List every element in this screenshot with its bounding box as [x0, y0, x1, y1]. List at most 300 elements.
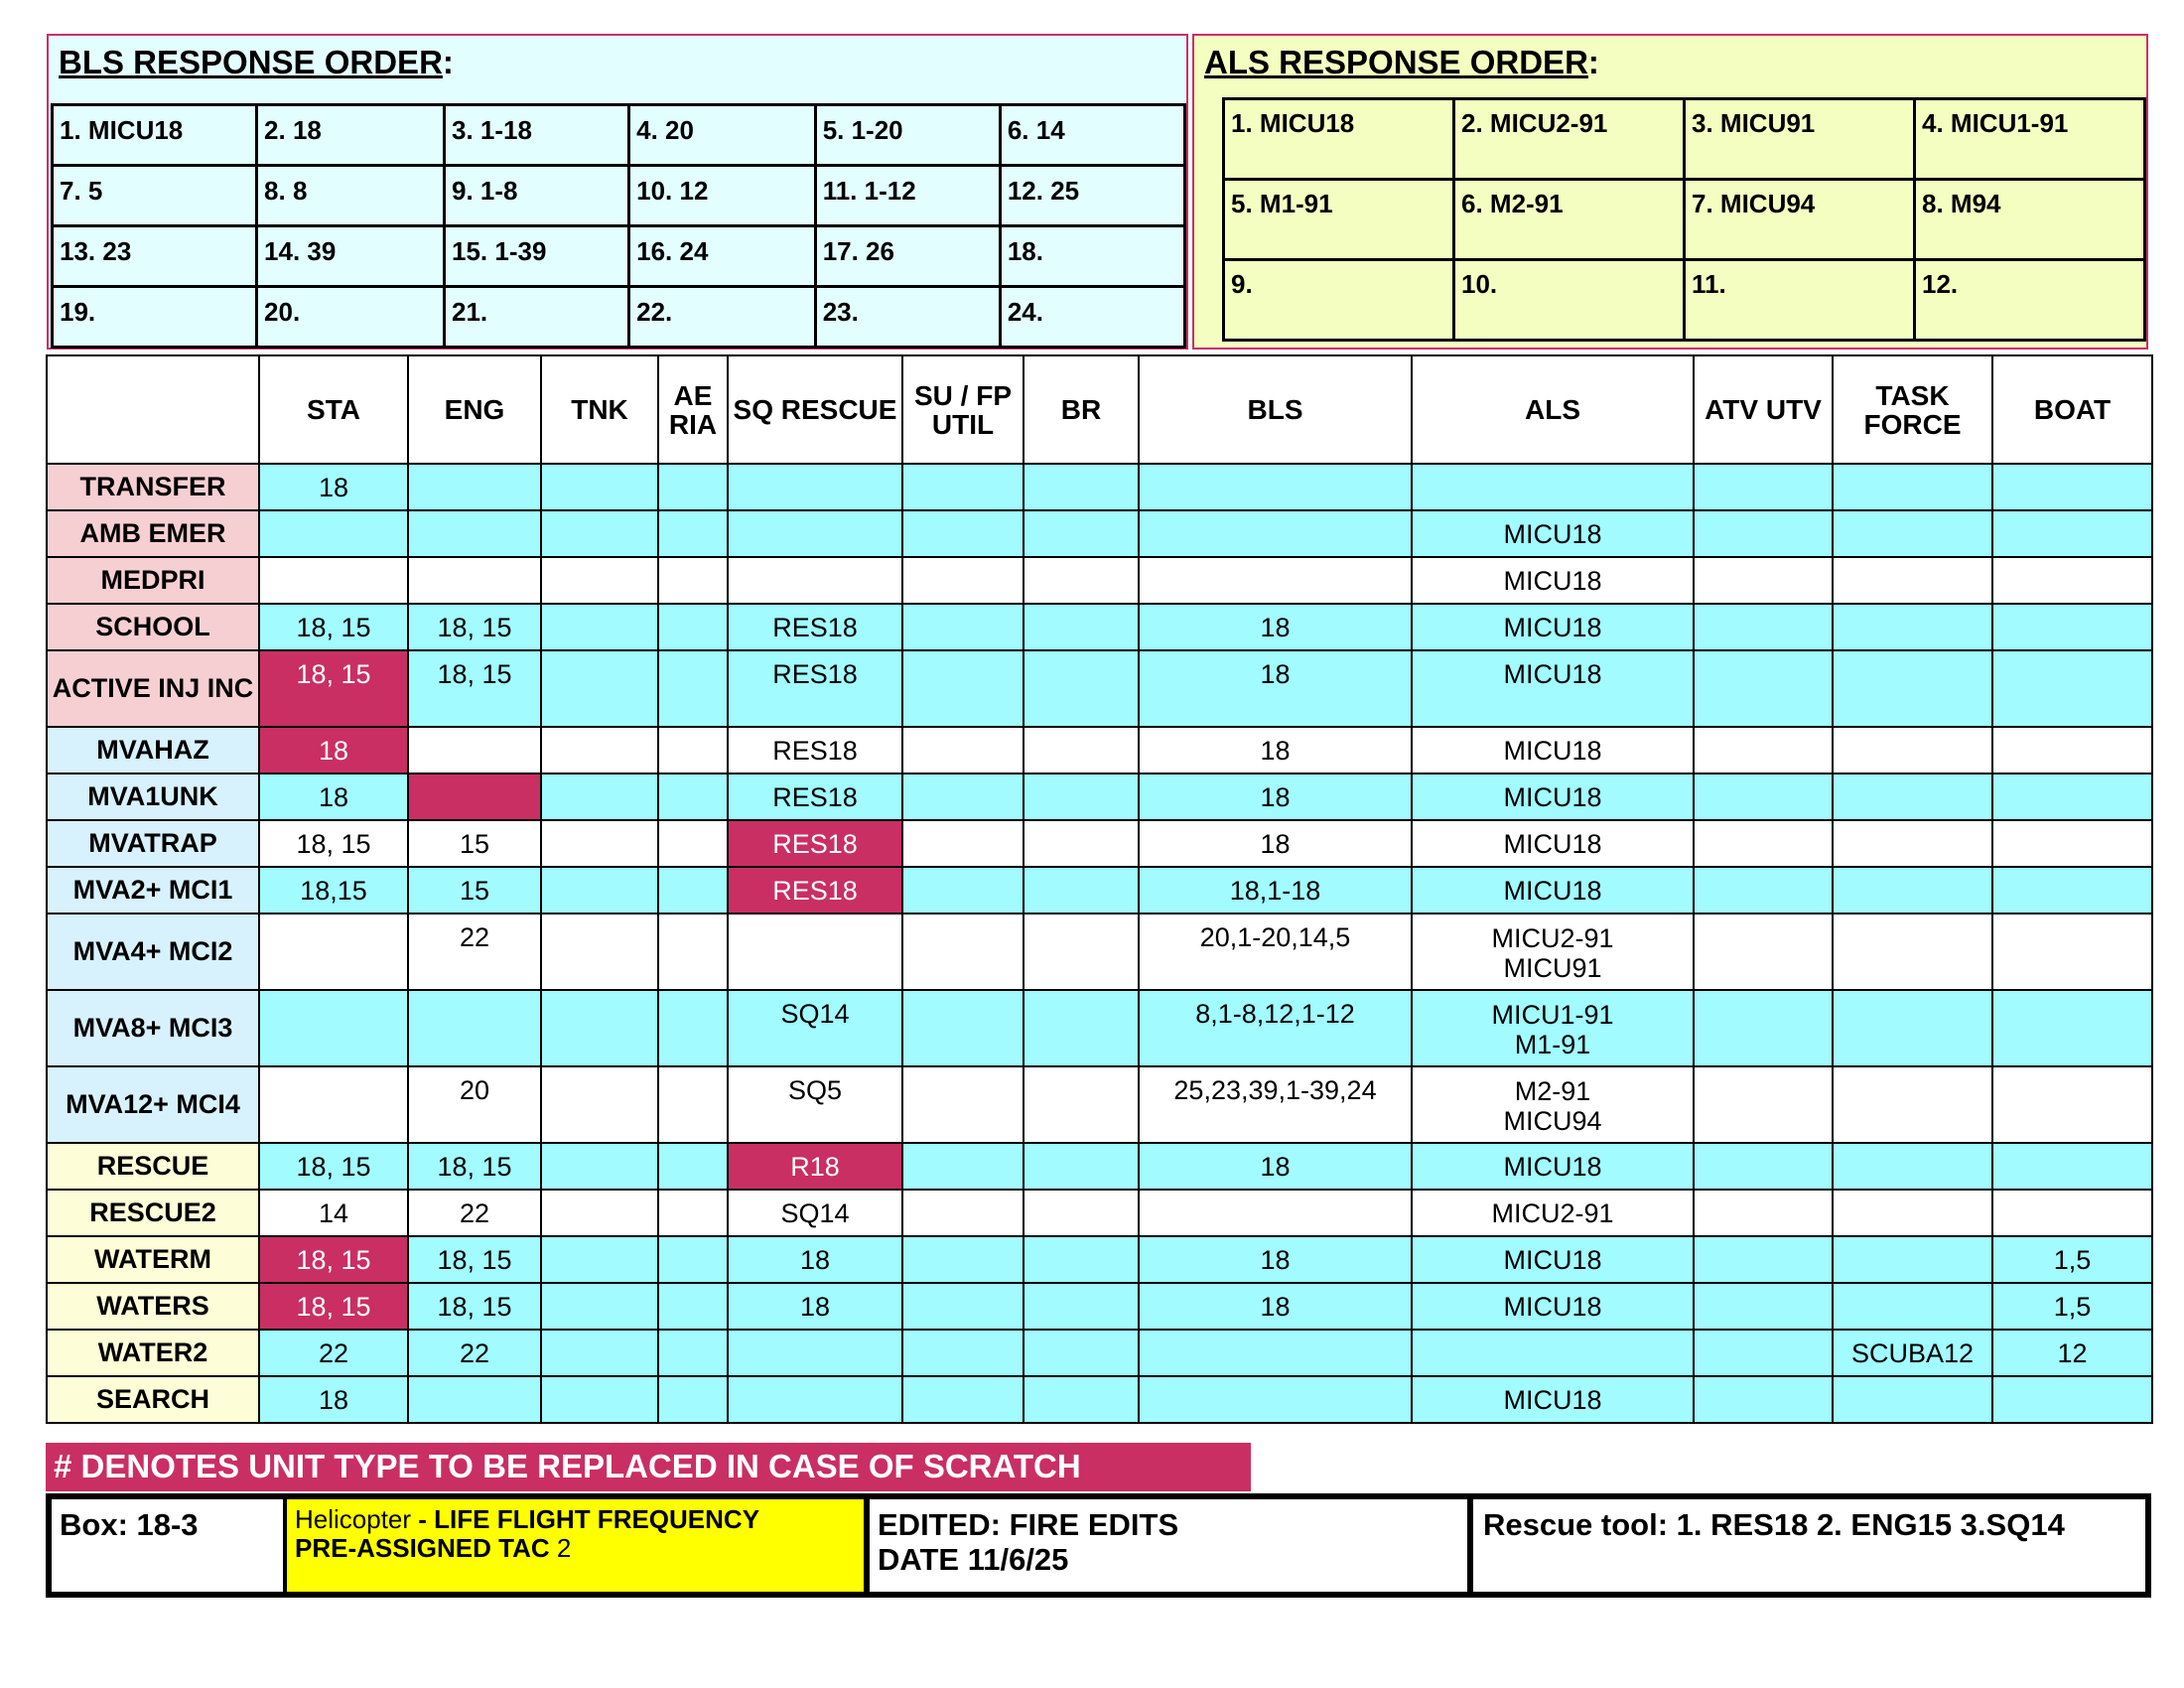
grid-cell-atv-utv [1694, 1236, 1833, 1283]
grid-cell-eng: 18, 15 [408, 604, 541, 650]
grid-cell-sq-rescue: 18 [728, 1236, 902, 1283]
grid-row-label: MEDPRI [47, 557, 259, 604]
grid-row-label: MVA8+ MCI3 [47, 990, 259, 1066]
grid-cell-boat [1992, 510, 2152, 557]
grid-cell-eng: 15 [408, 867, 541, 914]
grid-row-label: TRANSFER [47, 464, 259, 510]
grid-cell-task-force [1833, 557, 1992, 604]
grid-cell-tnk [541, 990, 658, 1066]
grid-cell-eng [408, 1376, 541, 1423]
grid-header-cell: ALS [1412, 355, 1694, 464]
grid-cell-sq-rescue: RES18 [728, 820, 902, 867]
grid-cell-als [1412, 464, 1694, 510]
grid-cell-sta: 18, 15 [259, 820, 408, 867]
grid-cell-sta [259, 510, 408, 557]
grid-cell-br [1024, 1143, 1139, 1190]
grid-cell-eng: 18, 15 [408, 650, 541, 727]
bls-order-cell: 8. 8 [257, 166, 445, 226]
grid-cell-bls: 25,23,39,1-39,24 [1139, 1066, 1412, 1143]
bls-order-cell: 7. 5 [53, 166, 257, 226]
grid-header-cell: ATV UTV [1694, 355, 1833, 464]
als-order-cell: 12. [1915, 260, 2145, 341]
grid-cell-bls [1139, 1190, 1412, 1236]
grid-cell-atv-utv [1694, 727, 1833, 774]
grid-header-cell: BLS [1139, 355, 1412, 464]
grid-row [47, 867, 2152, 914]
grid-row-label: MVA4+ MCI2 [47, 914, 259, 990]
grid-row-label: RESCUE [47, 1143, 259, 1190]
grid-cell-boat [1992, 867, 2152, 914]
grid-cell-tnk [541, 464, 658, 510]
bls-order-title-text: BLS RESPONSE ORDER [59, 44, 443, 80]
grid-cell-su-fp-util [902, 867, 1024, 914]
grid-cell-sta [259, 557, 408, 604]
edit-date: DATE 11/6/25 [878, 1542, 1069, 1577]
als-order-title-colon: : [1587, 44, 1599, 80]
grid-row-label: AMB EMER [47, 510, 259, 557]
grid-cell-als: MICU18 [1412, 1143, 1694, 1190]
als-order-row [1224, 260, 2145, 341]
grid-cell-tnk [541, 650, 658, 727]
grid-cell-sq-rescue [728, 914, 902, 990]
als-order-cell: 3. MICU91 [1685, 99, 1915, 180]
helicopter-info [287, 1499, 870, 1592]
grid-cell-ae-ria [658, 990, 728, 1066]
footer-info-bar [46, 1493, 2151, 1598]
grid-cell-sq-rescue: SQ5 [728, 1066, 902, 1143]
grid-cell-sta: 18, 15 [259, 650, 408, 727]
grid-cell-tnk [541, 1283, 658, 1330]
grid-cell-ae-ria [658, 464, 728, 510]
grid-header-cell: SQ RESCUE [728, 355, 902, 464]
grid-header-corner [47, 355, 259, 464]
grid-row-label: MVA2+ MCI1 [47, 867, 259, 914]
grid-cell-als [1412, 990, 1694, 1066]
als-order-cell: 1. MICU18 [1224, 99, 1454, 180]
bls-order-cell: 2. 18 [257, 105, 445, 166]
grid-cell-br [1024, 774, 1139, 820]
grid-cell-tnk [541, 914, 658, 990]
grid-cell-line: M1-91 [1514, 1030, 1591, 1059]
grid-cell-bls: 18 [1139, 820, 1412, 867]
als-order-title [1204, 44, 1599, 81]
grid-row-label: WATERS [47, 1283, 259, 1330]
grid-cell-su-fp-util [902, 1190, 1024, 1236]
bls-order-row [53, 166, 1185, 226]
grid-header-cell: TNK [541, 355, 658, 464]
grid-cell-tnk [541, 1236, 658, 1283]
scratch-note-banner: # DENOTES UNIT TYPE TO BE REPLACED IN CASE OF SCRATCH [46, 1443, 1251, 1491]
grid-row [47, 510, 2152, 557]
response-grid [46, 354, 2153, 1424]
grid-row [47, 604, 2152, 650]
grid-cell-sq-rescue: RES18 [728, 774, 902, 820]
grid-cell-bls: 18 [1139, 604, 1412, 650]
bls-response-order-panel [47, 34, 1188, 350]
bls-order-cell: 10. 12 [629, 166, 816, 226]
grid-cell-atv-utv [1694, 1143, 1833, 1190]
grid-cell-bls: 18 [1139, 1236, 1412, 1283]
grid-cell-br [1024, 867, 1139, 914]
grid-cell-sta: 14 [259, 1190, 408, 1236]
als-order-row [1224, 180, 2145, 260]
grid-cell-br [1024, 820, 1139, 867]
box-number: Box: 18-3 [52, 1499, 287, 1592]
grid-cell-sq-rescue [728, 510, 902, 557]
grid-cell-ae-ria [658, 727, 728, 774]
grid-cell-su-fp-util [902, 914, 1024, 990]
grid-cell-line: M2-91 [1514, 1076, 1591, 1106]
grid-cell-task-force [1833, 727, 1992, 774]
grid-cell-task-force [1833, 650, 1992, 727]
grid-cell-br [1024, 990, 1139, 1066]
grid-cell-br [1024, 650, 1139, 727]
grid-cell-ae-ria [658, 820, 728, 867]
grid-cell-atv-utv [1694, 990, 1833, 1066]
bls-order-cell: 24. [1000, 287, 1184, 348]
grid-cell-als: MICU18 [1412, 1376, 1694, 1423]
grid-cell-su-fp-util [902, 774, 1024, 820]
bls-order-cell: 11. 1-12 [815, 166, 1000, 226]
grid-cell-br [1024, 1236, 1139, 1283]
grid-cell-su-fp-util [902, 1066, 1024, 1143]
grid-cell-sta: 18 [259, 774, 408, 820]
grid-cell-atv-utv [1694, 1066, 1833, 1143]
bls-order-cell: 21. [445, 287, 629, 348]
grid-cell-boat [1992, 1190, 2152, 1236]
grid-cell-als: MICU18 [1412, 867, 1694, 914]
grid-cell-sq-rescue: RES18 [728, 650, 902, 727]
bls-order-cell: 19. [53, 287, 257, 348]
grid-cell-sta: 18, 15 [259, 604, 408, 650]
bls-order-title [59, 44, 454, 81]
grid-cell-atv-utv [1694, 1330, 1833, 1376]
grid-cell-boat [1992, 774, 2152, 820]
grid-cell-task-force [1833, 464, 1992, 510]
grid-cell-sta: 18,15 [259, 867, 408, 914]
grid-cell-line: MICU94 [1503, 1106, 1602, 1136]
grid-cell-eng: 22 [408, 914, 541, 990]
grid-cell-sq-rescue [728, 464, 902, 510]
grid-cell-boat [1992, 914, 2152, 990]
grid-cell-bls: 18 [1139, 650, 1412, 727]
grid-cell-sq-rescue: RES18 [728, 727, 902, 774]
grid-cell-tnk [541, 1190, 658, 1236]
grid-cell-br [1024, 604, 1139, 650]
grid-cell-br [1024, 914, 1139, 990]
grid-cell-eng [408, 510, 541, 557]
grid-cell-su-fp-util [902, 1236, 1024, 1283]
edit-info [870, 1499, 1473, 1592]
grid-cell-tnk [541, 1143, 658, 1190]
grid-cell-bls [1139, 1376, 1412, 1423]
grid-cell-su-fp-util [902, 727, 1024, 774]
grid-cell-br [1024, 1376, 1139, 1423]
grid-cell-boat [1992, 557, 2152, 604]
grid-row [47, 464, 2152, 510]
grid-cell-als: MICU18 [1412, 774, 1694, 820]
grid-cell-ae-ria [658, 1376, 728, 1423]
grid-cell-sq-rescue: 18 [728, 1283, 902, 1330]
bls-order-cell: 20. [257, 287, 445, 348]
grid-cell-su-fp-util [902, 510, 1024, 557]
helicopter-label: Helicopter [295, 1504, 419, 1534]
bls-order-table [51, 103, 1186, 349]
als-order-cell: 11. [1685, 260, 1915, 341]
grid-cell-als: MICU18 [1412, 820, 1694, 867]
grid-cell-task-force [1833, 774, 1992, 820]
grid-cell-task-force: SCUBA12 [1833, 1330, 1992, 1376]
grid-cell-atv-utv [1694, 510, 1833, 557]
grid-cell-ae-ria [658, 774, 728, 820]
bls-order-cell: 22. [629, 287, 816, 348]
grid-cell-bls: 18 [1139, 1143, 1412, 1190]
grid-cell-ae-ria [658, 1236, 728, 1283]
grid-cell-boat [1992, 650, 2152, 727]
bls-order-cell: 6. 14 [1000, 105, 1184, 166]
grid-cell-atv-utv [1694, 464, 1833, 510]
grid-cell-tnk [541, 1066, 658, 1143]
grid-cell-br [1024, 557, 1139, 604]
grid-cell-task-force [1833, 820, 1992, 867]
grid-cell-als: MICU18 [1412, 1283, 1694, 1330]
grid-header-row [47, 355, 2152, 464]
grid-row [47, 1283, 2152, 1330]
bls-order-cell: 1. MICU18 [53, 105, 257, 166]
grid-cell-bls [1139, 1330, 1412, 1376]
grid-cell-ae-ria [658, 1283, 728, 1330]
bls-order-cell: 12. 25 [1000, 166, 1184, 226]
bls-order-cell: 18. [1000, 226, 1184, 287]
grid-cell-task-force [1833, 1283, 1992, 1330]
tac-number: 2 [549, 1533, 572, 1563]
grid-row-label: SCHOOL [47, 604, 259, 650]
grid-cell-tnk [541, 1376, 658, 1423]
grid-cell-sta: 18 [259, 727, 408, 774]
grid-cell-boat [1992, 1143, 2152, 1190]
grid-cell-bls [1139, 464, 1412, 510]
bls-order-cell: 16. 24 [629, 226, 816, 287]
rescue-tool-list: Rescue tool: 1. RES18 2. ENG15 3.SQ14 [1483, 1507, 2065, 1542]
grid-cell-atv-utv [1694, 557, 1833, 604]
grid-cell-atv-utv [1694, 774, 1833, 820]
grid-row [47, 1143, 2152, 1190]
grid-cell-boat: 1,5 [1992, 1283, 2152, 1330]
grid-cell-br [1024, 1283, 1139, 1330]
grid-cell-sq-rescue [728, 1376, 902, 1423]
grid-cell-task-force [1833, 510, 1992, 557]
grid-row [47, 990, 2152, 1066]
als-order-cell: 8. M94 [1915, 180, 2145, 260]
grid-cell-line: MICU91 [1503, 953, 1602, 983]
grid-row [47, 1190, 2152, 1236]
grid-cell-br [1024, 1066, 1139, 1143]
grid-row [47, 650, 2152, 727]
grid-cell-br [1024, 1190, 1139, 1236]
grid-cell-ae-ria [658, 1330, 728, 1376]
grid-cell-sta: 18, 15 [259, 1283, 408, 1330]
grid-cell-sta [259, 914, 408, 990]
als-order-cell: 4. MICU1-91 [1915, 99, 2145, 180]
als-order-cell: 9. [1224, 260, 1454, 341]
grid-cell-su-fp-util [902, 1143, 1024, 1190]
grid-cell-sq-rescue [728, 557, 902, 604]
grid-cell-tnk [541, 727, 658, 774]
grid-cell-sta: 18 [259, 1376, 408, 1423]
grid-cell-su-fp-util [902, 990, 1024, 1066]
grid-cell-boat [1992, 820, 2152, 867]
grid-header-cell: AE RIA [658, 355, 728, 464]
grid-row [47, 1376, 2152, 1423]
bls-order-cell: 3. 1-18 [445, 105, 629, 166]
grid-cell-tnk [541, 1330, 658, 1376]
grid-cell-task-force [1833, 1143, 1992, 1190]
bls-order-row [53, 287, 1185, 348]
als-order-row [1224, 99, 2145, 180]
grid-cell-ae-ria [658, 557, 728, 604]
grid-cell-sq-rescue: R18 [728, 1143, 902, 1190]
als-order-cell: 6. M2-91 [1454, 180, 1685, 260]
grid-cell-als: MICU2-91 [1412, 1190, 1694, 1236]
bls-order-cell: 23. [815, 287, 1000, 348]
grid-cell-eng [408, 464, 541, 510]
grid-cell-ae-ria [658, 1143, 728, 1190]
grid-row [47, 557, 2152, 604]
als-order-cell: 10. [1454, 260, 1685, 341]
grid-cell-sta [259, 1066, 408, 1143]
grid-header-cell: ENG [408, 355, 541, 464]
grid-cell-tnk [541, 867, 658, 914]
grid-cell-su-fp-util [902, 464, 1024, 510]
als-order-cell: 7. MICU94 [1685, 180, 1915, 260]
grid-cell-eng: 20 [408, 1066, 541, 1143]
bls-order-cell: 9. 1-8 [445, 166, 629, 226]
grid-cell-task-force [1833, 1376, 1992, 1423]
grid-cell-su-fp-util [902, 1283, 1024, 1330]
grid-row-label: MVAHAZ [47, 727, 259, 774]
grid-header-cell: SU / FP UTIL [902, 355, 1024, 464]
grid-row-label: WATER2 [47, 1330, 259, 1376]
grid-cell-boat: 12 [1992, 1330, 2152, 1376]
grid-cell-su-fp-util [902, 557, 1024, 604]
grid-cell-als: MICU18 [1412, 557, 1694, 604]
grid-cell-eng: 15 [408, 820, 541, 867]
grid-cell-bls [1139, 557, 1412, 604]
grid-cell-su-fp-util [902, 1376, 1024, 1423]
grid-cell-atv-utv [1694, 914, 1833, 990]
grid-row-label: ACTIVE INJ INC [47, 650, 259, 727]
edited-by: EDITED: FIRE EDITS [878, 1507, 1179, 1542]
grid-cell-eng [408, 990, 541, 1066]
grid-cell-boat [1992, 990, 2152, 1066]
grid-cell-sta: 18 [259, 464, 408, 510]
als-order-table [1222, 97, 2146, 342]
grid-cell-boat [1992, 1376, 2152, 1423]
grid-cell-atv-utv [1694, 1376, 1833, 1423]
grid-cell-ae-ria [658, 650, 728, 727]
bls-order-cell: 14. 39 [257, 226, 445, 287]
bls-order-cell: 5. 1-20 [815, 105, 1000, 166]
grid-cell-boat [1992, 727, 2152, 774]
bls-order-row [53, 105, 1185, 166]
grid-cell-als [1412, 1330, 1694, 1376]
grid-cell-sq-rescue: RES18 [728, 867, 902, 914]
grid-row-label: MVA1UNK [47, 774, 259, 820]
grid-cell-ae-ria [658, 914, 728, 990]
grid-cell-br [1024, 727, 1139, 774]
grid-cell-als: MICU18 [1412, 1236, 1694, 1283]
grid-row [47, 727, 2152, 774]
grid-row [47, 1236, 2152, 1283]
grid-cell-atv-utv [1694, 1283, 1833, 1330]
grid-row [47, 1066, 2152, 1143]
grid-row-label: RESCUE2 [47, 1190, 259, 1236]
grid-cell-su-fp-util [902, 1330, 1024, 1376]
grid-cell-tnk [541, 820, 658, 867]
grid-cell-sq-rescue: SQ14 [728, 1190, 902, 1236]
grid-cell-eng [408, 774, 541, 820]
grid-cell-task-force [1833, 1190, 1992, 1236]
grid-cell-eng: 22 [408, 1190, 541, 1236]
grid-cell-als [1412, 914, 1694, 990]
grid-cell-ae-ria [658, 867, 728, 914]
grid-cell-bls [1139, 510, 1412, 557]
tac-label: PRE-ASSIGNED TAC [295, 1533, 550, 1563]
grid-cell-bls: 18 [1139, 1283, 1412, 1330]
grid-cell-task-force [1833, 990, 1992, 1066]
bls-order-title-colon: : [442, 44, 454, 80]
grid-row [47, 1330, 2152, 1376]
grid-row-label: SEARCH [47, 1376, 259, 1423]
grid-cell-bls: 18,1-18 [1139, 867, 1412, 914]
grid-cell-bls: 8,1-8,12,1-12 [1139, 990, 1412, 1066]
life-flight-frequency: - LIFE FLIGHT FREQUENCY [418, 1504, 760, 1534]
grid-row [47, 914, 2152, 990]
grid-row [47, 820, 2152, 867]
grid-cell-als [1412, 1066, 1694, 1143]
bls-order-cell: 15. 1-39 [445, 226, 629, 287]
grid-cell-als: MICU18 [1412, 604, 1694, 650]
grid-cell-task-force [1833, 604, 1992, 650]
grid-cell-ae-ria [658, 1066, 728, 1143]
grid-cell-ae-ria [658, 604, 728, 650]
grid-cell-atv-utv [1694, 1190, 1833, 1236]
bls-order-row [53, 226, 1185, 287]
grid-cell-eng: 18, 15 [408, 1143, 541, 1190]
grid-cell-task-force [1833, 867, 1992, 914]
als-order-title-text: ALS RESPONSE ORDER [1204, 44, 1588, 80]
grid-row-label: MVA12+ MCI4 [47, 1066, 259, 1143]
grid-cell-tnk [541, 510, 658, 557]
grid-cell-als: MICU18 [1412, 650, 1694, 727]
grid-cell-sta [259, 990, 408, 1066]
bls-order-cell: 17. 26 [815, 226, 1000, 287]
grid-cell-eng [408, 557, 541, 604]
als-response-order-panel [1192, 34, 2148, 350]
grid-cell-sta: 22 [259, 1330, 408, 1376]
grid-cell-sta: 18, 15 [259, 1236, 408, 1283]
bls-order-cell: 4. 20 [629, 105, 816, 166]
grid-cell-bls: 20,1-20,14,5 [1139, 914, 1412, 990]
grid-header-cell: TASK FORCE [1833, 355, 1992, 464]
bls-order-cell: 13. 23 [53, 226, 257, 287]
grid-cell-su-fp-util [902, 650, 1024, 727]
grid-row [47, 774, 2152, 820]
grid-cell-atv-utv [1694, 650, 1833, 727]
grid-cell-line: MICU2-91 [1491, 923, 1614, 953]
grid-cell-tnk [541, 557, 658, 604]
grid-cell-task-force [1833, 1066, 1992, 1143]
